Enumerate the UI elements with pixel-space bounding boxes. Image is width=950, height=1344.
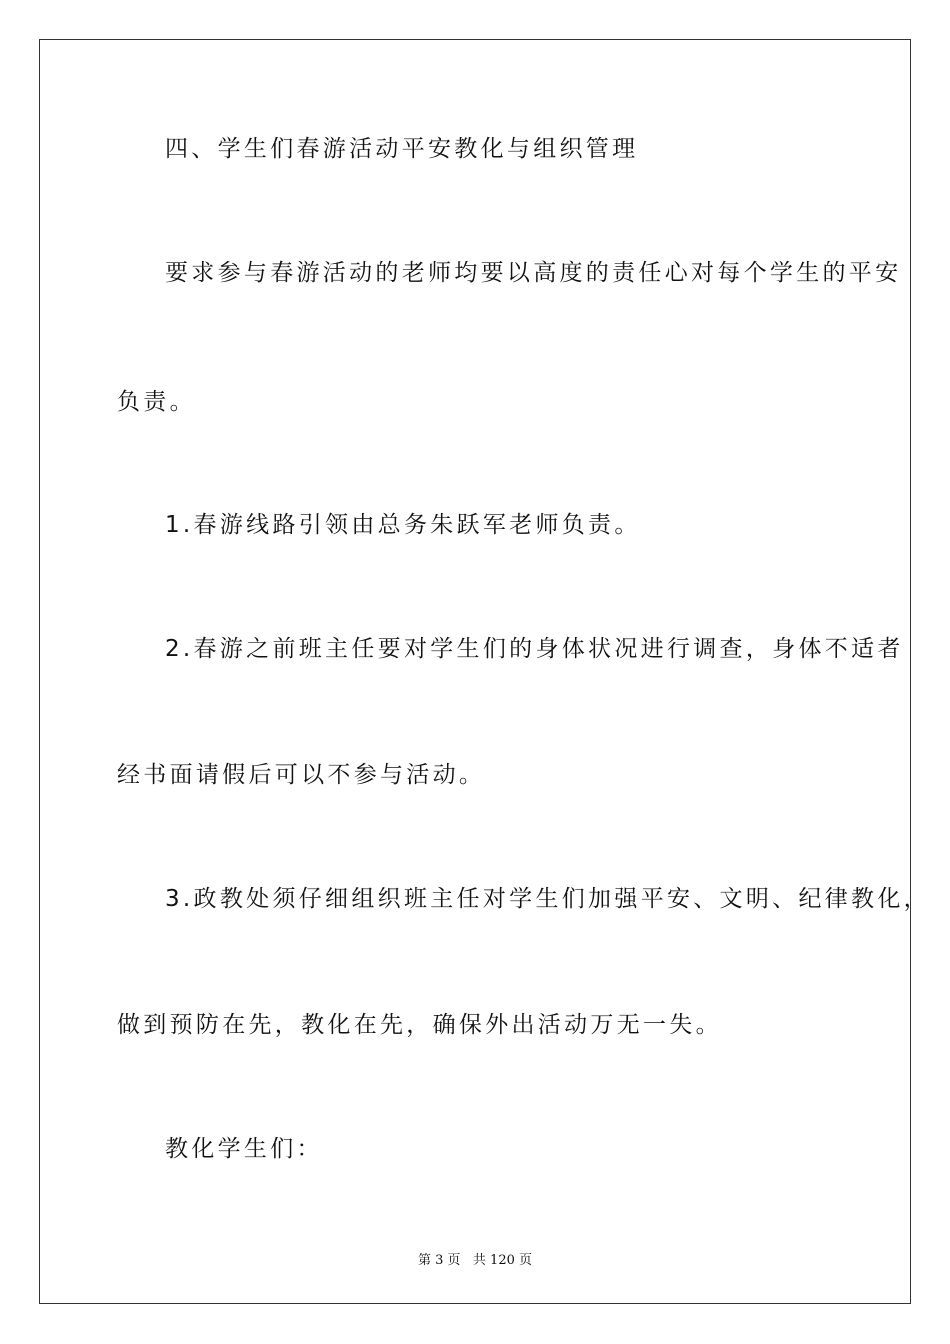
paragraph-line: 做到预防在先，教化在先，确保外出活动万无一失。 (117, 1012, 722, 1038)
list-item: 3.政教处须仔细组织班主任对学生们加强平安、文明、纪律教化， (165, 886, 930, 912)
list-item: 1.春游线路引领由总务朱跃军老师负责。 (165, 512, 641, 538)
paragraph-line: 经书面请假后可以不参与活动。 (117, 762, 486, 788)
list-item: 2.春游之前班主任要对学生们的身体状况进行调查，身体不适者 (165, 636, 904, 662)
paragraph-line: 要求参与春游活动的老师均要以高度的责任心对每个学生的平安 (165, 260, 902, 286)
paragraph-line: 负责。 (117, 389, 196, 415)
page-number-footer: 第 3 页 共 120 页 (417, 1253, 532, 1268)
paragraph-line: 教化学生们： (165, 1136, 323, 1162)
page-frame (39, 39, 911, 1304)
section-heading: 四、学生们春游活动平安教化与组织管理 (165, 136, 639, 162)
